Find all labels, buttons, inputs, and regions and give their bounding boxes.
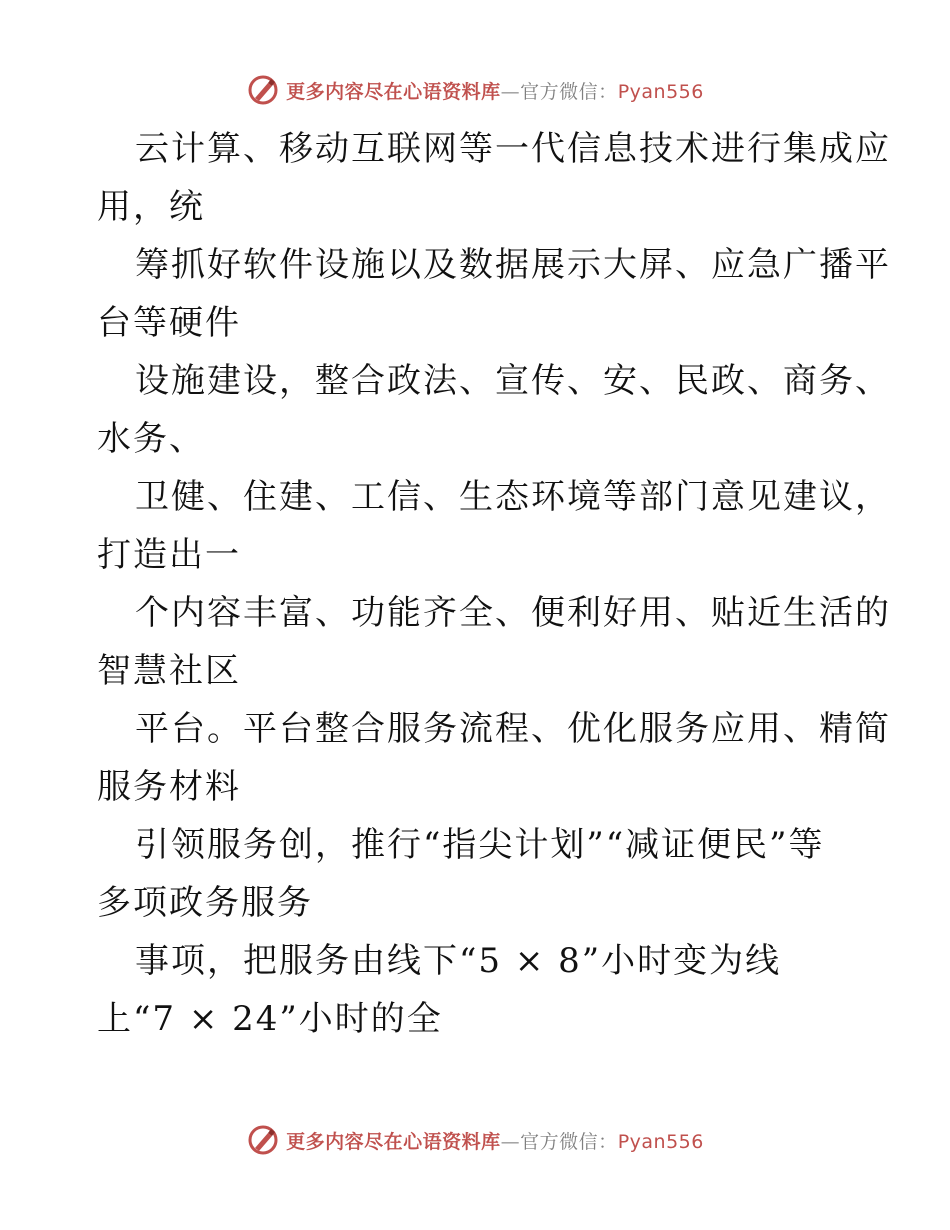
- pen-logo-icon: [246, 1123, 280, 1157]
- header-wechat-id: Pyan556: [617, 80, 704, 103]
- paragraph-line: 个内容丰富、功能齐全、便利好用、贴近生活的: [135, 593, 891, 633]
- header-separator: —: [500, 80, 521, 103]
- paragraph-line: 事项，把服务由线下“5 × 8”小时变为线: [135, 941, 782, 981]
- footer-separator: —: [500, 1130, 521, 1153]
- paragraph-line: 平台。平台整合服务流程、优化服务应用、精简: [135, 709, 891, 749]
- header-banner: [0, 70, 950, 110]
- paragraph-line: 设施建设，整合政法、宣传、安、民政、商务、: [135, 361, 891, 401]
- footer-library-text: 更多内容尽在心语资料库: [286, 1130, 501, 1153]
- paragraph-line: 水务、: [97, 419, 205, 459]
- paragraph-line: 多项政务服务: [97, 883, 313, 923]
- footer-text: [286, 1127, 704, 1154]
- footer-banner: [0, 1120, 950, 1160]
- paragraph-line: 服务材料: [97, 767, 241, 807]
- paragraph-line: 智慧社区: [97, 651, 241, 691]
- paragraph-line: 筹抓好软件设施以及数据展示大屏、应急广播平: [135, 245, 891, 285]
- paragraph-line: 引领服务创，推行“指尖计划”“减证便民”等: [135, 825, 825, 865]
- header-official-label: 官方微信：: [520, 80, 618, 103]
- paragraph-line: 卫健、住建、工信、生态环境等部门意见建议，: [135, 477, 891, 517]
- paragraph-line: 云计算、移动互联网等一代信息技术进行集成应: [135, 129, 891, 169]
- footer-wechat-id: Pyan556: [617, 1130, 704, 1153]
- header-text: [286, 77, 704, 104]
- paragraph-line: 台等硬件: [97, 303, 241, 343]
- paragraph-line: 上“7 × 24”小时的全: [97, 999, 443, 1039]
- paragraph-line: 打造出一: [97, 535, 241, 575]
- footer-official-label: 官方微信：: [520, 1130, 618, 1153]
- pen-logo-icon: [246, 73, 280, 107]
- paragraph-line: 用，统: [97, 187, 205, 227]
- document-body: [97, 120, 891, 1048]
- header-library-text: 更多内容尽在心语资料库: [286, 80, 501, 103]
